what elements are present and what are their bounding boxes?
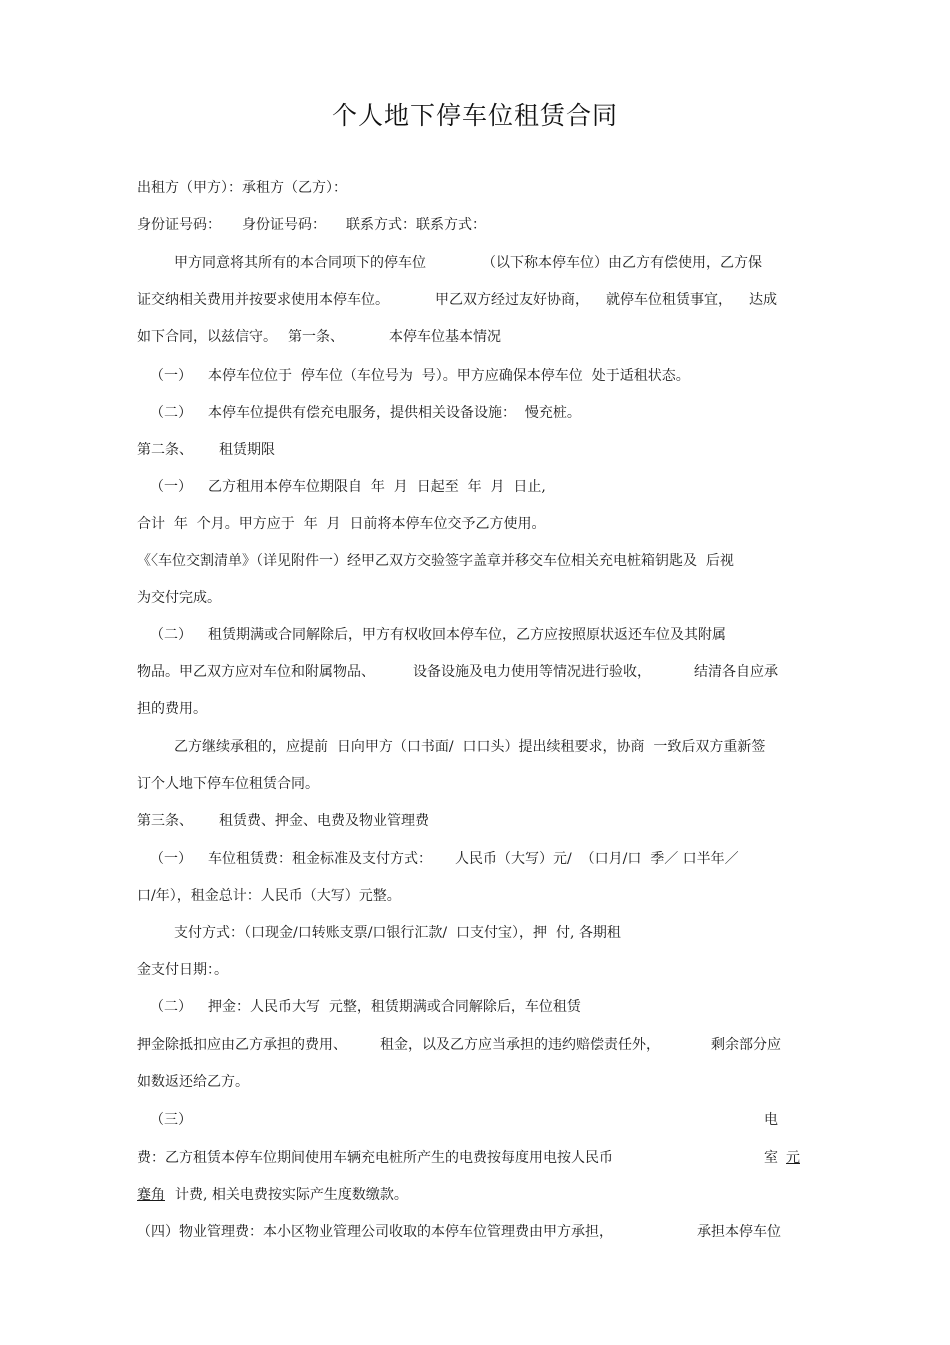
- clause-1-2-number: （二）: [150, 405, 192, 421]
- id-number-a: 身份证号码：: [137, 217, 221, 233]
- renewal-line-1: 乙方继续承租的，应提前 日向甲方（口书面/ 口口头）提出续租要求，协商 一致后双方重新签: [174, 739, 766, 755]
- preamble-line-2c: 就停车位租赁事宜，: [606, 292, 732, 308]
- article-1-number: 第一条、: [288, 329, 344, 345]
- clause-3-1-number: （一）: [150, 851, 192, 867]
- preamble-line-2b: 甲乙双方经过友好协商，: [435, 292, 589, 308]
- clause-2-2-line-2a: 物品。甲乙双方应对车位和附属物品、: [137, 664, 375, 680]
- clause-2-2-number: （二）: [150, 627, 192, 643]
- clause-3-2-line-2a: 押金除抵扣应由乙方承担的费用、: [137, 1037, 347, 1053]
- clause-2-1-text: 乙方租用本停车位期限自 年 月 日起至 年 月 日止,: [208, 479, 546, 495]
- clause-2-2-line-2c: 结清各自应承: [694, 664, 778, 680]
- clause-2-1-line-4: 为交付完成。: [137, 590, 221, 606]
- clause-3-3-text: 费：乙方租赁本停车位期间使用车辆充电桩所产生的电费按每度用电按人民币: [137, 1150, 613, 1166]
- clause-1-1-number: （一）: [150, 368, 192, 384]
- clause-1-2-text: 本停车位提供有偿充电服务，提供相关设备设施： 慢充桩。: [208, 405, 581, 421]
- article-3-number: 第三条、: [137, 813, 193, 829]
- preamble-line-2d: 达成: [749, 292, 777, 308]
- clause-3-3-char-2: 室: [764, 1150, 778, 1166]
- clause-3-2-number: （二）: [150, 999, 192, 1015]
- clause-3-1-text-a: 车位租赁费：租金标准及支付方式：: [208, 851, 432, 867]
- article-1-heading: 本停车位基本情况: [389, 329, 501, 345]
- clause-3-3-jiao: 蹇角: [137, 1187, 165, 1203]
- clause-2-1-number: （一）: [150, 479, 192, 495]
- clause-3-1-line-2: 口/年），租金总计：人民币（大写）元整。: [137, 888, 401, 904]
- clause-3-2-text: 押金：人民币大写 元整，租赁期满或合同解除后，车位租赁: [208, 999, 581, 1015]
- clause-3-3-line-2: 计费, 相关电费按实际产生度数缴款。: [175, 1187, 408, 1203]
- clause-3-3-number: （三）: [150, 1112, 192, 1128]
- clause-3-4-text: （四）物业管理费：本小区物业管理公司收取的本停车位管理费由甲方承担，: [137, 1224, 613, 1240]
- parties-line: 出租方（甲方）：承租方（乙方）：: [137, 180, 347, 196]
- contact-line: 联系方式：联系方式：: [346, 217, 486, 233]
- clause-2-2-line-2b: 设备设施及电力使用等情况进行验收，: [413, 664, 651, 680]
- clause-3-3-char: 电: [764, 1112, 778, 1128]
- clause-3-3-yuan: 元: [786, 1150, 800, 1166]
- clause-3-4-text-b: 承担本停车位: [697, 1224, 781, 1240]
- preamble-line-2a: 证交纳相关费用并按要求使用本停车位。: [137, 292, 389, 308]
- clause-1-1-text: 本停车位位于 停车位（车位号为 号）。甲方应确保本停车位 处于适租状态。: [208, 368, 690, 384]
- clause-2-1-line-3: 《〈车位交割清单》（详见附件一）经甲乙双方交验签字盖章并移交车位相关充电桩箱钥匙及 后视: [137, 553, 734, 569]
- article-2-number: 第二条、: [137, 442, 193, 458]
- clause-3-2-line-3: 如数返还给乙方。: [137, 1074, 249, 1090]
- preamble-line-1a: 甲方同意将其所有的本合同项下的停车位: [174, 255, 426, 271]
- clause-2-1-line-2: 合计 年 个月。甲方应于 年 月 日前将本停车位交予乙方使用。: [137, 516, 546, 532]
- clause-3-1-text-b: 人民币（大写）元/ （口月/口 季／ 口半年／: [455, 851, 739, 867]
- clause-3-2-line-2b: 租金，以及乙方应当承担的违约赔偿责任外，: [380, 1037, 660, 1053]
- clause-2-2-text: 租赁期满或合同解除后，甲方有权收回本停车位，乙方应按照原状返还车位及其附属: [208, 627, 726, 643]
- id-number-b: 身份证号码：: [242, 217, 326, 233]
- preamble-line-3a: 如下合同，以兹信守。: [137, 329, 277, 345]
- article-3-heading: 租赁费、押金、电费及物业管理费: [219, 813, 429, 829]
- contract-title: 个人地下停车位租赁合同: [331, 101, 618, 130]
- payment-method-line: 支付方式：（口现金/口转账支票/口银行汇款/ 口支付宝），押 付, 各期租: [174, 925, 621, 941]
- clause-3-2-line-2c: 剩余部分应: [711, 1037, 781, 1053]
- preamble-line-1b: （以下称本停车位）由乙方有偿使用，乙方保: [482, 255, 762, 271]
- clause-2-2-line-3: 担的费用。: [137, 701, 207, 717]
- renewal-line-2: 订个人地下停车位租赁合同。: [137, 776, 319, 792]
- article-2-heading: 租赁期限: [219, 442, 275, 458]
- payment-date-line: 金支付日期：。: [137, 962, 228, 978]
